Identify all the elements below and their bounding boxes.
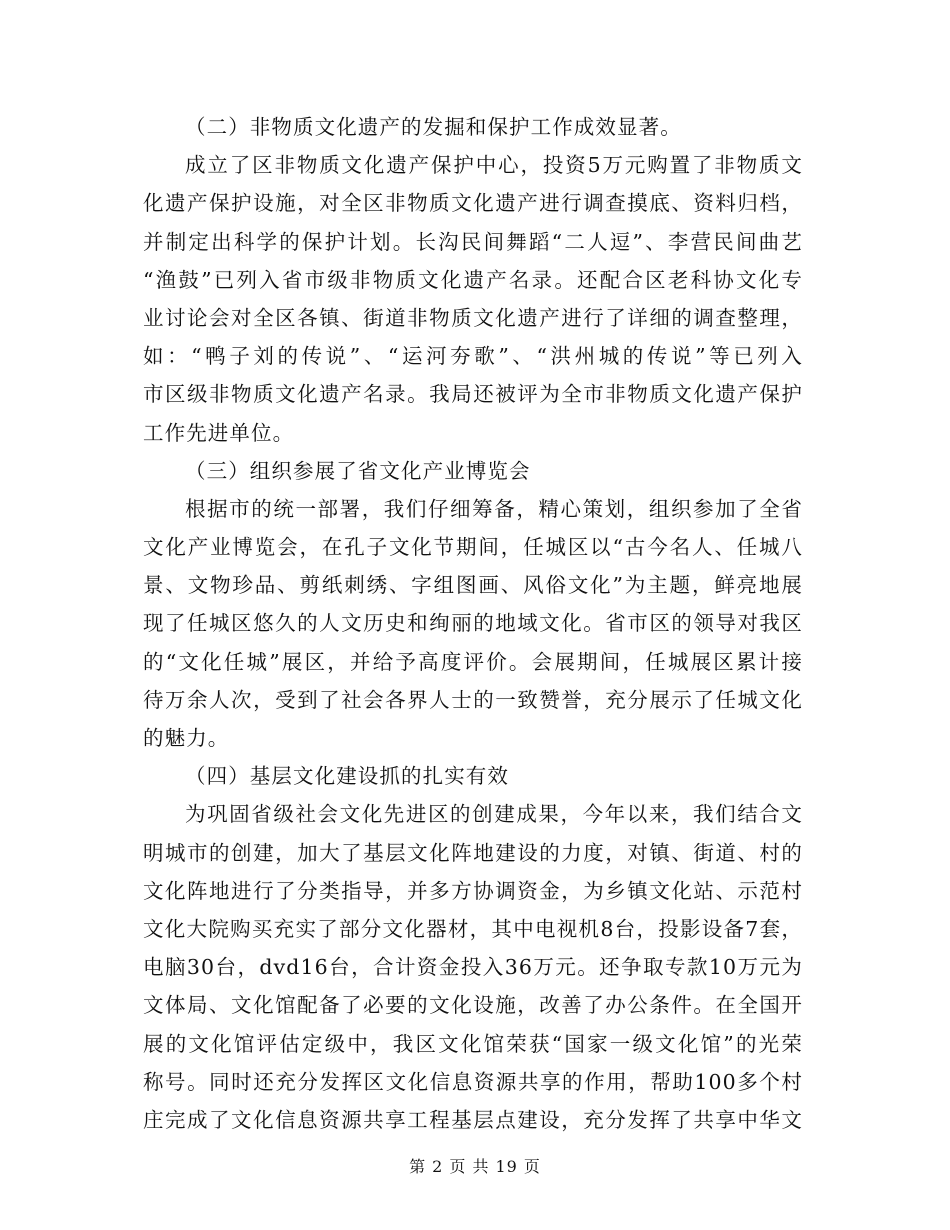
paragraph-line: 明城市的创建，加大了基层文化阵地建设的力度，对镇、街道、村的 [143, 840, 803, 865]
paragraph-line: 文化阵地进行了分类指导，并多方协调资金，为乡镇文化站、示范村 [143, 878, 803, 903]
paragraph-line: 文化产业博览会，在孔子文化节期间，任城区以“古今名人、任城八 [143, 535, 803, 560]
paragraph-line: 化遗产保护设施，对全区非物质文化遗产进行调查摸底、资料归档， [143, 191, 803, 216]
paragraph-line: “渔鼓”已列入省市级非物质文化遗产名录。还配合区老科协文化专 [143, 267, 803, 292]
paragraph-line: 业讨论会对全区各镇、街道非物质文化遗产进行了详细的调查整理， [143, 305, 803, 330]
paragraph-line: 为巩固省级社会文化先进区的创建成果，今年以来，我们结合文 [185, 802, 803, 827]
document-body [143, 108, 803, 1139]
paragraph-line: 展的文化馆评估定级中，我区文化馆荣获“国家一级文化馆”的光荣 [143, 1031, 803, 1056]
section-heading-4: （四）基层文化建设抓的扎实有效 [185, 764, 509, 789]
section-heading-2: （二）非物质文化遗产的发掘和保护工作成效显著。 [185, 115, 682, 139]
paragraph-line: 现了任城区悠久的人文历史和绚丽的地域文化。省市区的领导对我区 [143, 611, 803, 636]
footer-suffix: 页 [523, 1157, 541, 1176]
paragraph-line: 市区级非物质文化遗产名录。我局还被评为全市非物质文化遗产保护 [143, 382, 803, 407]
paragraph-line: 的魅力。 [143, 726, 230, 750]
paragraph-line: 根据市的统一部署，我们仔细筹备，精心策划，组织参加了全省 [185, 496, 803, 521]
paragraph-line: 庄完成了文化信息资源共享工程基层点建设，充分发挥了共享中华文 [143, 1107, 803, 1132]
paragraph-line: 如：“鸭子刘的传说”、“运河夯歌”、“洪州城的传说”等已列入 [143, 344, 803, 369]
paragraph-line: 文体局、文化馆配备了必要的文化设施，改善了办公条件。在全国开 [143, 993, 803, 1018]
page-number: 2 [432, 1157, 444, 1176]
paragraph-line: 景、文物珍品、剪纸刺绣、字组图画、风俗文化”为主题，鲜亮地展 [143, 573, 803, 598]
paragraph-line: 成立了区非物质文化遗产保护中心，投资5万元购置了非物质文 [185, 153, 803, 178]
paragraph-line: 电脑30台，dvd16台，合计资金投入36万元。还争取专款10万元为 [143, 955, 803, 980]
page-footer [0, 1154, 950, 1177]
paragraph-line: 待万余人次，受到了社会各界人士的一致赞誉，充分展示了任城文化 [143, 687, 803, 712]
total-pages: 19 [495, 1157, 518, 1176]
paragraph-line: 的“文化任城”展区，并给予高度评价。会展期间，任城展区累计接 [143, 649, 803, 674]
paragraph-line: 并制定出科学的保护计划。长沟民间舞蹈“二人逗”、李营民间曲艺 [143, 229, 803, 254]
footer-middle: 页 共 [449, 1157, 490, 1176]
paragraph-line: 文化大院购买充实了部分文化器材，其中电视机8台，投影设备7套， [143, 916, 803, 941]
paragraph-line: 称号。同时还充分发挥区文化信息资源共享的作用，帮助100多个村 [143, 1069, 803, 1094]
footer-prefix: 第 [409, 1157, 427, 1176]
section-heading-3: （三）组织参展了省文化产业博览会 [185, 458, 531, 483]
paragraph-line: 工作先进单位。 [143, 420, 295, 445]
